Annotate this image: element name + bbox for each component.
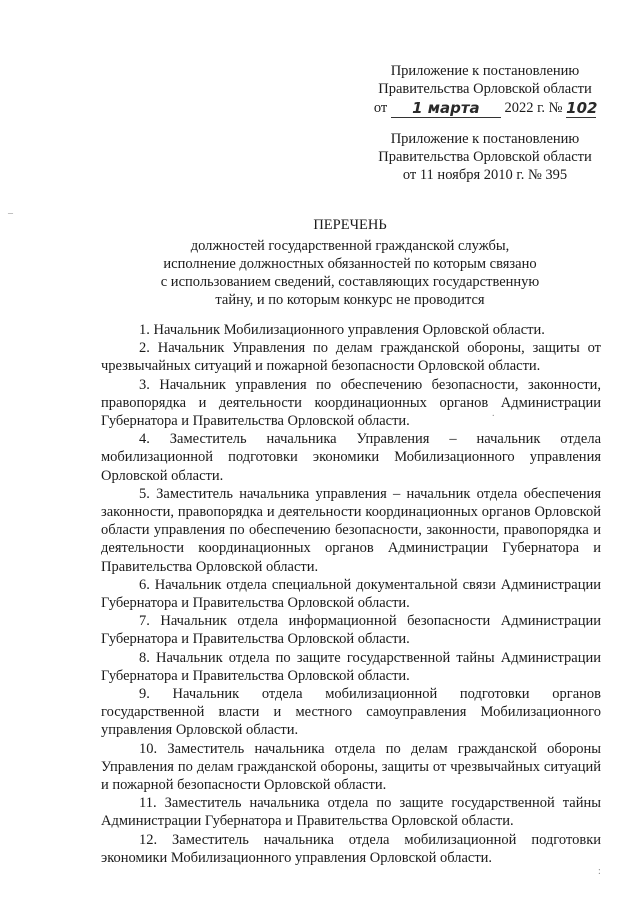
title-line3: с использованием сведений, составляющих государственную [160,274,540,290]
handwritten-date: 1 марта [412,99,480,117]
title-line1: должностей государственной гражданской службы, [190,238,510,254]
document-title [100,216,600,309]
appendix-date-line [360,98,610,118]
appendix-original-line1: Приложение к постановлению [390,131,580,147]
list-item: 2. Начальник Управления по делам гражданской обороны, защиты от чрезвычайных ситуаций и пожарной безопасности Орловской области. [101,340,601,375]
handwritten-number: 102 [566,99,598,117]
appendix-line1: Приложение к постановлению [390,63,580,79]
list-item: 11. Заместитель начальника отдела по защите государственной тайны Администрации Губернатора и Правительства Орловской области. [101,795,601,830]
list-item: 5. Заместитель начальника управления – начальник отдела обеспечения законности, правопорядка и деятельности координационных органов Орловской области управления по обеспечению безопасности, законности, правопорядка и деятельности координационных органов Администрации Губернатора и Правительства Орловской области. [101,485,601,575]
scan-mark: . [492,408,495,419]
list-item: 9. Начальник отдела мобилизационной подготовки органов государственной власти и местного самоуправления Мобилизационного управления Орловской области. [101,686,601,739]
from-prefix: от [373,100,388,116]
number-blank [566,98,596,118]
year-text: 2022 г. № [504,100,563,116]
title-heading: ПЕРЕЧЕНЬ [313,217,387,233]
appendix-original-line2: Правительства Орловской области [378,149,592,165]
list-item: 6. Начальник отдела специальной документальной связи Администрации Губернатора и Правительства Орловской области. [101,576,601,612]
scan-mark: : [598,866,601,877]
list-item: 1. Начальник Мобилизационного управления Орловской области. [139,322,545,338]
appendix-original [360,130,610,184]
list-item: 12. Заместитель начальника отдела мобилизационной подготовки экономики Мобилизационного управления Орловской области. [101,831,601,866]
positions-list [101,321,601,867]
appendix-original-line3: от 11 ноября 2010 г. № 395 [402,167,568,183]
title-line4: тайну, и по которым конкурс не проводится [215,292,485,308]
list-item: 8. Начальник отдела по защите государственной тайны Администрации Губернатора и Правительства Орловской области. [101,649,601,684]
title-line2: исполнение должностных обязанностей по которым связано [163,256,537,272]
scan-mark: – [8,208,13,219]
list-item: 4. Заместитель начальника Управления – начальник отдела мобилизационной подготовки экономики Мобилизационного управления Орловской области. [101,431,601,484]
appendix-current [360,62,610,118]
list-item: 3. Начальник управления по обеспечению безопасности, законности, правопорядка и деятельности координационных органов Администрации Губернатора и Правительства Орловской области. [101,376,601,430]
appendix-line2: Правительства Орловской области [378,81,592,97]
list-item: 7. Начальник отдела информационной безопасности Администрации Губернатора и Правительства Орловской области. [101,613,601,648]
date-blank [391,98,501,118]
list-item: 10. Заместитель начальника отдела по делам гражданской обороны Управления по делам гражданской обороны, защиты от чрезвычайных ситуаций и пожарной безопасности Орловской области. [101,740,601,794]
